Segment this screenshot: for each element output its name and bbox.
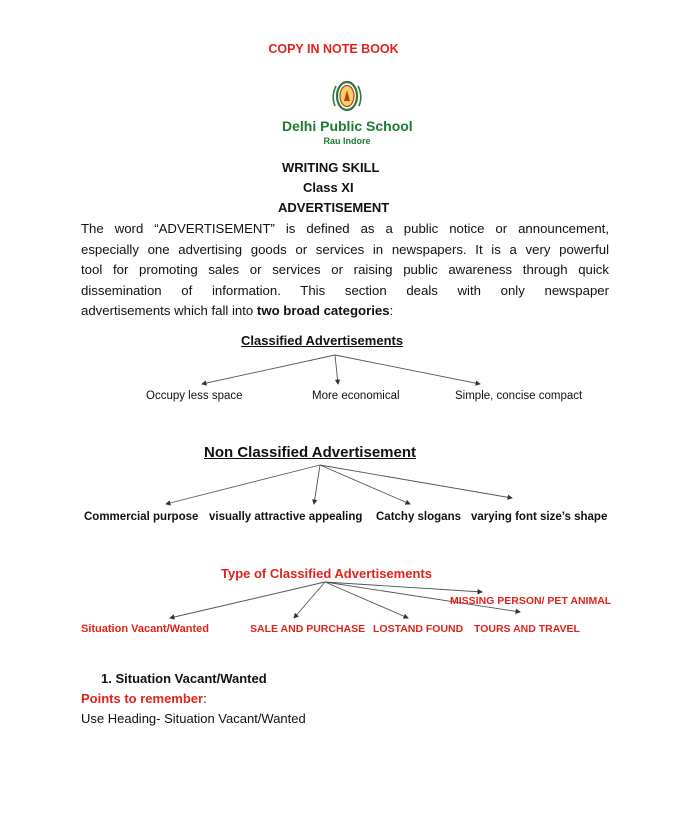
type-item: LOSTAND FOUND <box>373 623 464 635</box>
points-line: Points to remember: <box>81 691 207 706</box>
nonclassified-item: Commercial purpose <box>84 511 199 523</box>
intro-line: dissemination of information. This section deals with only newspaper <box>81 282 609 298</box>
intro-line: tool for promoting sales or services or raising public awareness through quick <box>81 262 609 278</box>
subject-heading: WRITING SKILL <box>282 160 380 175</box>
classified-arrow <box>335 355 480 384</box>
type-item: SALE AND PURCHASE <box>250 623 366 635</box>
school-name: Delhi Public School <box>282 118 413 134</box>
nonclassified-title: Non Classified Advertisement <box>204 444 416 461</box>
classified-title: Classified Advertisements <box>241 333 404 348</box>
nonclassified-item: Catchy slogans <box>376 511 461 523</box>
types-arrow <box>170 582 325 618</box>
points-label: Points to remember <box>81 691 204 706</box>
intro-last-line: advertisements which fall into two broad categories: <box>81 303 394 319</box>
classified-item: More economical <box>312 390 400 402</box>
use-heading-line: Use Heading- Situation Vacant/Wanted <box>81 711 306 726</box>
nonclassified-item: varying font size’s shape <box>471 511 608 523</box>
classified-arrow <box>335 355 338 384</box>
types-arrow <box>325 582 408 618</box>
intro-line: The word “ADVERTISEMENT” is defined as a public notice or announcement, <box>81 221 609 236</box>
two-categories-emphasis: two broad categories <box>256 303 390 319</box>
type-item: TOURS AND TRAVEL <box>474 623 580 635</box>
nonclassified-arrow <box>320 465 512 498</box>
classified-item: Simple, concise compact <box>455 390 583 402</box>
copy-note-heading: COPY IN NOTE BOOK <box>268 42 399 56</box>
type-item: Situation Vacant/Wanted <box>81 623 209 635</box>
classified-item: Occupy less space <box>146 390 243 402</box>
types-title: Type of Classified Advertisements <box>221 566 432 581</box>
type-item-missing: MISSING PERSON/ PET ANIMAL <box>450 595 612 607</box>
classified-arrow <box>202 355 335 384</box>
school-location: Rau Indore <box>323 136 371 146</box>
nonclassified-arrow <box>320 465 410 504</box>
types-arrow <box>294 582 325 618</box>
section-heading: 1. Situation Vacant/Wanted <box>101 671 267 686</box>
topic-heading: ADVERTISEMENT <box>278 200 390 215</box>
types-arrow <box>325 582 482 592</box>
class-heading: Class XI <box>303 180 354 195</box>
intro-line: especially one advertising goods or services in newspapers. It is a very powerful <box>81 241 609 257</box>
nonclassified-item: visually attractive appealing <box>209 511 363 523</box>
nonclassified-arrow <box>314 465 320 504</box>
nonclassified-arrow <box>166 465 320 504</box>
